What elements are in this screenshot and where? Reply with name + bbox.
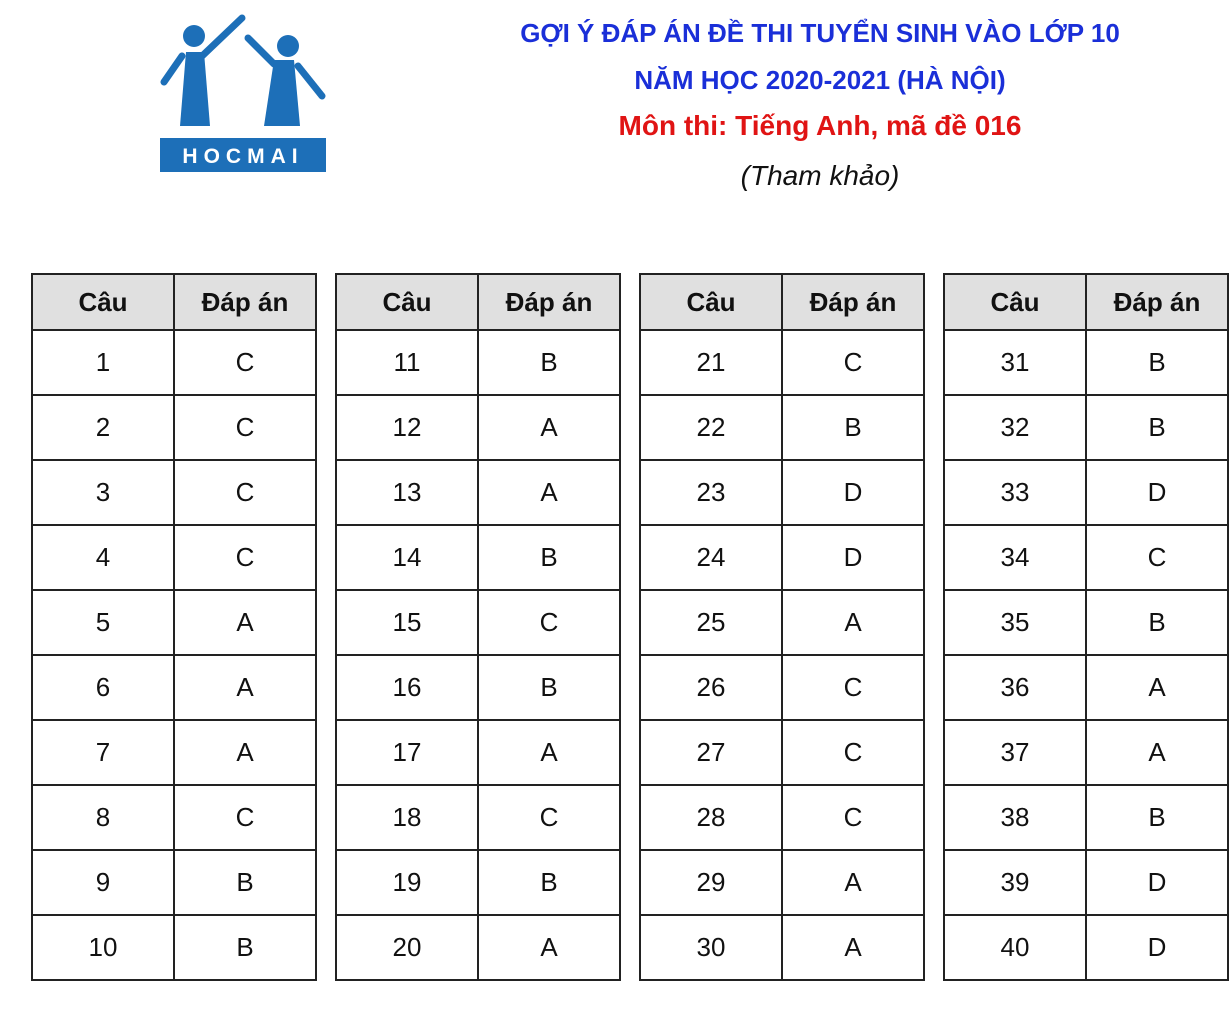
question-number-cell: 20 — [336, 915, 478, 980]
table-row — [32, 395, 316, 460]
table-row — [944, 785, 1228, 850]
answer-cell: C — [478, 590, 620, 655]
question-number-cell: 10 — [32, 915, 174, 980]
answer-cell: B — [1086, 395, 1228, 460]
question-number-cell: 37 — [944, 720, 1086, 785]
question-number-cell: 5 — [32, 590, 174, 655]
question-number-cell: 27 — [640, 720, 782, 785]
table-row — [336, 655, 620, 720]
answer-cell: B — [1086, 590, 1228, 655]
hocmai-logo-graphic — [160, 14, 326, 172]
answer-cell: B — [174, 915, 316, 980]
table-row — [944, 915, 1228, 980]
answer-cell: A — [174, 655, 316, 720]
answer-cell: C — [174, 460, 316, 525]
question-number-cell: 30 — [640, 915, 782, 980]
table-row — [640, 590, 924, 655]
answer-tables — [0, 273, 1232, 1008]
table-row — [32, 330, 316, 395]
question-number-cell: 36 — [944, 655, 1086, 720]
answer-table-1 — [31, 273, 317, 981]
answer-cell: A — [174, 720, 316, 785]
table-row — [944, 525, 1228, 590]
question-number-cell: 15 — [336, 590, 478, 655]
question-number-cell: 8 — [32, 785, 174, 850]
answer-table-2 — [335, 273, 621, 981]
column-header-answer: Đáp án — [174, 274, 316, 330]
answer-table-3 — [639, 273, 925, 981]
answer-table-4 — [943, 273, 1229, 981]
question-number-cell: 23 — [640, 460, 782, 525]
table-row — [336, 525, 620, 590]
table-row — [32, 525, 316, 590]
question-number-cell: 2 — [32, 395, 174, 460]
table-row — [32, 720, 316, 785]
table-row — [336, 720, 620, 785]
question-number-cell: 4 — [32, 525, 174, 590]
table-row — [640, 525, 924, 590]
table-row — [944, 655, 1228, 720]
answer-cell: A — [1086, 655, 1228, 720]
question-number-cell: 18 — [336, 785, 478, 850]
question-number-cell: 39 — [944, 850, 1086, 915]
title-line-1: GỢI Ý ĐÁP ÁN ĐỀ THI TUYỂN SINH VÀO LỚP 10 — [520, 18, 1120, 48]
answer-cell: D — [782, 460, 924, 525]
table-row — [32, 850, 316, 915]
table-row — [336, 460, 620, 525]
answer-cell: D — [1086, 460, 1228, 525]
answer-cell: A — [782, 915, 924, 980]
table-header-row — [336, 274, 620, 330]
table-row — [640, 850, 924, 915]
answer-cell: C — [174, 395, 316, 460]
table-row — [336, 915, 620, 980]
question-number-cell: 31 — [944, 330, 1086, 395]
answer-cell: B — [1086, 330, 1228, 395]
answer-cell: B — [478, 850, 620, 915]
answer-cell: A — [478, 460, 620, 525]
table-row — [32, 785, 316, 850]
question-number-cell: 32 — [944, 395, 1086, 460]
answer-cell: C — [782, 720, 924, 785]
table-row — [640, 720, 924, 785]
table-row — [640, 655, 924, 720]
table-row — [336, 590, 620, 655]
answer-cell: B — [1086, 785, 1228, 850]
answer-cell: A — [782, 590, 924, 655]
question-number-cell: 6 — [32, 655, 174, 720]
column-header-question: Câu — [336, 274, 478, 330]
table-row — [336, 785, 620, 850]
answer-cell: C — [782, 655, 924, 720]
left-figure-head — [183, 25, 205, 47]
answer-cell: B — [478, 525, 620, 590]
answer-cell: C — [782, 785, 924, 850]
question-number-cell: 25 — [640, 590, 782, 655]
answer-cell: C — [782, 330, 924, 395]
answer-cell: A — [478, 720, 620, 785]
table-header-row — [944, 274, 1228, 330]
question-number-cell: 1 — [32, 330, 174, 395]
column-header-answer: Đáp án — [782, 274, 924, 330]
answer-cell: B — [478, 330, 620, 395]
question-number-cell: 29 — [640, 850, 782, 915]
answer-cell: C — [174, 525, 316, 590]
table-row — [944, 460, 1228, 525]
answer-cell: C — [174, 785, 316, 850]
question-number-cell: 17 — [336, 720, 478, 785]
question-number-cell: 11 — [336, 330, 478, 395]
table-row — [944, 395, 1228, 460]
answer-cell: B — [478, 655, 620, 720]
table-row — [32, 590, 316, 655]
question-number-cell: 38 — [944, 785, 1086, 850]
question-number-cell: 40 — [944, 915, 1086, 980]
question-number-cell: 13 — [336, 460, 478, 525]
table-header-row — [640, 274, 924, 330]
question-number-cell: 19 — [336, 850, 478, 915]
answer-cell: A — [174, 590, 316, 655]
column-header-question: Câu — [32, 274, 174, 330]
question-number-cell: 9 — [32, 850, 174, 915]
table-row — [640, 330, 924, 395]
answer-cell: B — [782, 395, 924, 460]
table-row — [32, 460, 316, 525]
table-row — [640, 785, 924, 850]
reference-note: (Tham khảo) — [740, 160, 900, 191]
answer-cell: C — [1086, 525, 1228, 590]
question-number-cell: 3 — [32, 460, 174, 525]
question-number-cell: 28 — [640, 785, 782, 850]
table-row — [336, 395, 620, 460]
question-number-cell: 34 — [944, 525, 1086, 590]
answer-cell: A — [478, 915, 620, 980]
question-number-cell: 35 — [944, 590, 1086, 655]
table-header-row — [32, 274, 316, 330]
table-row — [944, 720, 1228, 785]
question-number-cell: 22 — [640, 395, 782, 460]
question-number-cell: 16 — [336, 655, 478, 720]
question-number-cell: 33 — [944, 460, 1086, 525]
answer-cell: D — [782, 525, 924, 590]
answer-cell: D — [1086, 850, 1228, 915]
table-row — [32, 915, 316, 980]
table-row — [944, 590, 1228, 655]
table-row — [944, 330, 1228, 395]
column-header-question: Câu — [640, 274, 782, 330]
question-number-cell: 24 — [640, 525, 782, 590]
table-row — [640, 915, 924, 980]
answer-cell: D — [1086, 915, 1228, 980]
hocmai-logo — [160, 14, 326, 172]
subject-line: Môn thi: Tiếng Anh, mã đề 016 — [618, 110, 1022, 141]
question-number-cell: 14 — [336, 525, 478, 590]
table-row — [640, 395, 924, 460]
table-row — [336, 330, 620, 395]
table-row — [640, 460, 924, 525]
question-number-cell: 26 — [640, 655, 782, 720]
answer-cell: C — [478, 785, 620, 850]
answer-cell: A — [1086, 720, 1228, 785]
answer-cell: A — [782, 850, 924, 915]
answer-cell: A — [478, 395, 620, 460]
answer-cell: C — [174, 330, 316, 395]
logo-text: HOCMAI — [182, 145, 304, 168]
answer-cell: B — [174, 850, 316, 915]
column-header-question: Câu — [944, 274, 1086, 330]
right-figure-head — [277, 35, 299, 57]
title-line-2: NĂM HỌC 2020-2021 (HÀ NỘI) — [634, 65, 1006, 95]
question-number-cell: 12 — [336, 395, 478, 460]
table-row — [32, 655, 316, 720]
column-header-answer: Đáp án — [1086, 274, 1228, 330]
question-number-cell: 7 — [32, 720, 174, 785]
question-number-cell: 21 — [640, 330, 782, 395]
table-row — [336, 850, 620, 915]
table-row — [944, 850, 1228, 915]
document-header — [410, 14, 1230, 192]
column-header-answer: Đáp án — [478, 274, 620, 330]
